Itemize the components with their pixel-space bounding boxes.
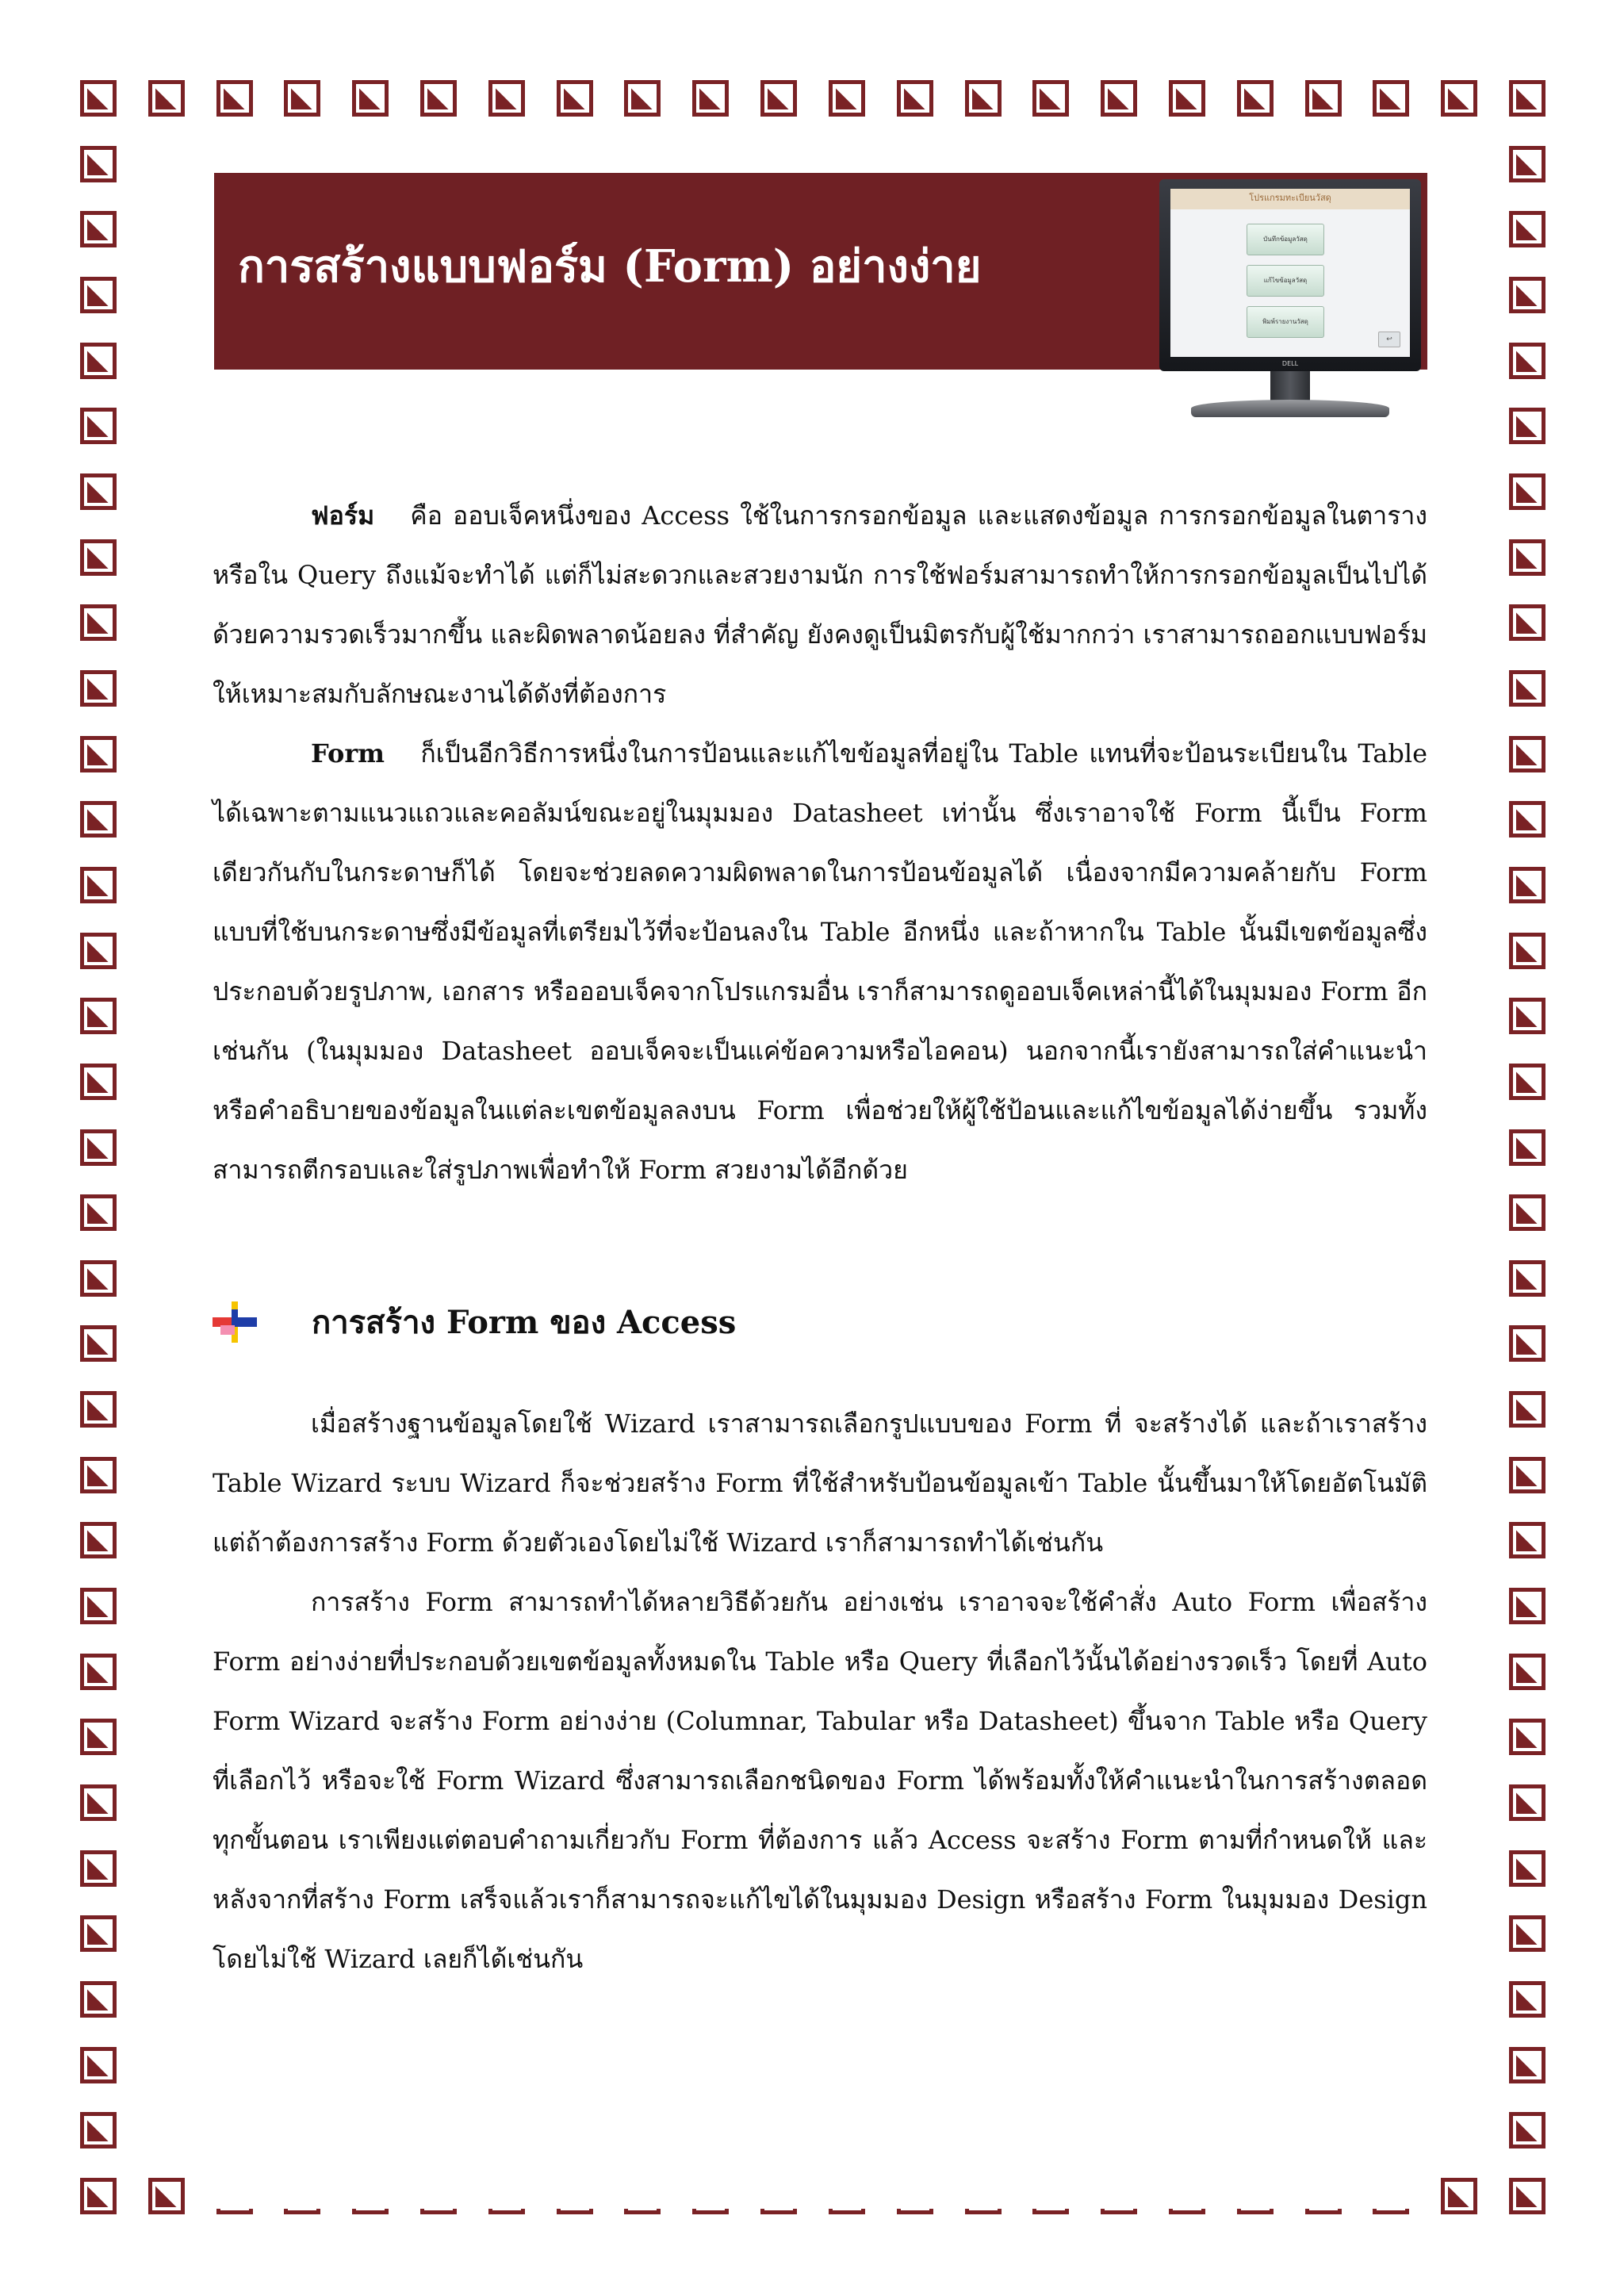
page-title: การสร้างแบบฟอร์ม (Form) อย่างง่าย <box>238 240 982 293</box>
border-tile-icon <box>80 1260 117 1297</box>
border-tile-icon <box>1509 867 1545 903</box>
monitor-stand <box>1270 371 1310 401</box>
border-tile-icon <box>80 1064 117 1100</box>
intro-lead-form: ฟอร์ม <box>311 500 375 531</box>
screen-header <box>1170 189 1410 209</box>
border-tile-icon <box>1509 801 1545 838</box>
border-tile-icon <box>1509 933 1545 969</box>
border-tile-icon <box>80 1194 117 1231</box>
border-tile-icon <box>80 2112 117 2148</box>
border-tile-icon <box>1509 1981 1545 2018</box>
border-tile-icon <box>148 2178 185 2214</box>
border-tile-icon <box>80 604 117 641</box>
border-tile-icon <box>80 408 117 444</box>
border-tile-icon <box>80 736 117 772</box>
border-tile-icon <box>1509 80 1545 117</box>
border-tile-icon <box>1509 277 1545 313</box>
border-tile-icon <box>1509 211 1545 247</box>
border-tile-icon <box>488 80 525 117</box>
border-tile-icon <box>1509 1064 1545 1100</box>
border-tile-icon <box>1509 998 1545 1034</box>
border-tile-icon <box>80 1850 117 1887</box>
border-tile-icon <box>80 539 117 576</box>
border-tile-icon <box>80 1981 117 2018</box>
border-tile-icon <box>80 343 117 379</box>
monitor-brand: DELL <box>1281 360 1299 367</box>
section-paragraph-2: การสร้าง Form สามารถทำได้หลายวิธีด้วยกัน อย่างเช่น เราอาจจะใช้คำสั่ง Auto Form เพื่อสร้าง Form อย่างง่ายที่ประกอบด้วยเขตข้อมูลทั้งหมดใน Table หรือ Query ที่เลือกไว้นั้นได้อย่างรวดเร็ว โดยที่ Auto Form Wizard จะสร้าง Form อย่างง่าย (Columnar, Tabular หรือ Datasheet) ขึ้นจาก Table หรือ Query ที่เลือกไว้ หรือจะใช้ Form Wizard ซึ่งสามารถเลือกชนิดของ Form ได้พร้อมทั้งให้คำแนะนำในการสร้างตลอดทุกขั้นตอน เราเพียงแต่ตอบคำถามเกี่ยวกับ Form ที่ต้องการ แล้ว Access จะสร้าง Form ตามที่กำหนดให้ และหลังจากที่สร้าง Form เสร็จแล้วเราก็สามารถจะแก้ไขได้ในมุมมอง Design หรือสร้าง Form ในมุมมอง Design โดยไม่ใช้ Wizard เลยก็ได้เช่นกัน <box>213 1587 1428 1974</box>
border-tile-icon <box>1509 146 1545 182</box>
intro-lead-form-2: Form <box>311 738 385 769</box>
border-tile-icon <box>1509 1915 1545 1952</box>
border-tile-icon <box>80 1654 117 1690</box>
monitor-illustration <box>1159 179 1429 433</box>
border-tile-icon <box>1305 80 1342 117</box>
border-tile-icon <box>1509 670 1545 707</box>
border-tile-icon <box>557 80 593 117</box>
screen-button-edit: แก้ไขข้อมูลวัสดุ <box>1247 265 1324 297</box>
screen-title: โปรแกรมทะเบียนวัสดุ <box>1249 193 1331 203</box>
border-tile-icon <box>80 473 117 510</box>
border-tile-icon <box>80 2047 117 2083</box>
border-tile-icon <box>692 80 729 117</box>
border-tile-icon <box>1373 80 1409 117</box>
border-tile-icon <box>80 998 117 1034</box>
monitor-screen <box>1170 189 1410 357</box>
border-tile-icon <box>80 933 117 969</box>
border-tile-icon <box>965 80 1002 117</box>
monitor-base <box>1191 400 1389 417</box>
border-tile-icon <box>148 80 185 117</box>
border-tile-icon <box>1509 1129 1545 1166</box>
border-tile-icon <box>284 80 320 117</box>
border-tile-icon <box>1509 604 1545 641</box>
border-tile-icon <box>1237 80 1274 117</box>
border-tile-icon <box>80 1719 117 1755</box>
section-paragraph-1: เมื่อสร้างฐานข้อมูลโดยใช้ Wizard เราสามารถเลือกรูปแบบของ Form ที่ จะสร้างได้ และถ้าเราสร้าง Table Wizard ระบบ Wizard ก็จะช่วยสร้าง Form ที่ใช้สำหรับป้อนข้อมูลเข้า Table นั้นขึ้นมาให้โดยอัตโนมัติแต่ถ้าต้องการสร้าง Form ด้วยตัวเองโดยไม่ใช้ Wizard เราก็สามารถทำได้เช่นกัน <box>213 1409 1427 1558</box>
border-tile-icon <box>1509 343 1545 379</box>
border-tile-icon <box>1441 80 1477 117</box>
border-tile-icon <box>80 146 117 182</box>
border-tile-icon <box>80 1784 117 1821</box>
border-tile-icon <box>1509 736 1545 772</box>
border-tile-icon <box>1509 1654 1545 1690</box>
border-tile-icon <box>80 1915 117 1952</box>
border-tile-icon <box>80 211 117 247</box>
screen-button-print: พิมพ์รายงานวัสดุ <box>1247 306 1324 338</box>
border-tile-icon <box>760 80 797 117</box>
border-tile-icon <box>1509 1457 1545 1493</box>
border-tile-icon <box>897 80 933 117</box>
intro-text-2: ก็เป็นอีกวิธีการหนึ่งในการป้อนและแก้ไขข้อมูลที่อยู่ใน Table แทนที่จะป้อนระเบียนใน Table ได้เฉพาะตามแนวแถวและคอลัมน์ขณะอยู่ในมุมมอง Datasheet เท่านั้น ซึ่งเราอาจใช้ Form นี้เป็น Form เดียวกันกับในกระดาษก็ได้ โดยจะช่วยลดความผิดพลาดในการป้อนข้อมูลได้ เนื่องจากมีความคล้ายกับ Form แบบที่ใช้บนกระดาษซึ่งมีข้อมูลที่เตรียมไว้ที่จะป้อนลงใน Table อีกหนึ่ง และถ้าหากใน Table นั้นมีเขตข้อมูลซึ่งประกอบด้วยรูปภาพ, เอกสาร หรือออบเจ็คจากโปรแกรมอื่น เราก็สามารถดูออบเจ็คเหล่านี้ได้ในมุมมอง Form อีกเช่นกัน (ในมุมมอง Datasheet ออบเจ็คจะเป็นแค่ข้อความหรือไอคอน) นอกจากนี้เรายังสามารถใส่คำแนะนำหรือคำอธิบายของข้อมูลในแต่ละเขตข้อมูลลงบน Form เพื่อช่วยให้ผู้ใช้ป้อนและแก้ไขข้อมูลได้ง่ายขึ้น รวมทั้งสามารถตีกรอบและใส่รูปภาพเพื่อทำให้ Form สวยงามได้อีกด้วย <box>213 738 1428 1185</box>
border-tile-icon <box>1509 2178 1545 2214</box>
border-tile-icon <box>80 277 117 313</box>
border-tile-icon <box>352 80 389 117</box>
intro-text-1: คือ ออบเจ็คหนึ่งของ Access ใช้ในการกรอกข้อมูล และแสดงข้อมูล การกรอกข้อมูลในตารางหรือใน Query ถึงแม้จะทำได้ แต่ก็ไม่สะดวกและสวยงามนัก การใช้ฟอร์มสามารถทำให้การกรอกข้อมูลเป็นไปได้ด้วยความรวดเร็วมากขึ้น และผิดพลาดน้อยลง ที่สำคัญ ยังคงดูเป็นมิตรกับผู้ใช้มากกว่า เราสามารถออกแบบฟอร์มให้เหมาะสมกับลักษณะงานได้ดังที่ต้องการ <box>213 500 1428 709</box>
border-tile-icon <box>1032 80 1069 117</box>
intro-paragraph-1 <box>213 486 1427 724</box>
border-tile-icon <box>1169 80 1205 117</box>
border-tile-icon <box>80 80 117 117</box>
border-tile-icon <box>1509 539 1545 576</box>
border-tile-icon <box>829 80 865 117</box>
border-tile-icon <box>1509 2047 1545 2083</box>
border-tile-icon <box>1509 1260 1545 1297</box>
border-tile-icon <box>1509 1784 1545 1821</box>
border-tile-icon <box>80 1588 117 1624</box>
bullet-square-icon <box>213 1301 257 1343</box>
exit-icon: ↩ <box>1378 332 1400 347</box>
monitor-bezel <box>1159 179 1421 371</box>
border-tile-icon <box>80 1129 117 1166</box>
screen-button-add: บันทึกข้อมูลวัสดุ <box>1247 224 1324 255</box>
border-tile-icon <box>1509 2112 1545 2148</box>
border-tile-icon <box>420 80 457 117</box>
border-tile-icon <box>80 1325 117 1362</box>
border-tile-icon <box>216 80 253 117</box>
border-tile-icon <box>80 801 117 838</box>
border-tile-icon <box>624 80 661 117</box>
border-tile-icon <box>1509 1719 1545 1755</box>
border-tile-icon <box>1509 1522 1545 1558</box>
border-tile-icon <box>1509 473 1545 510</box>
section-heading: การสร้าง Form ของ Access <box>312 1304 737 1341</box>
border-tile-icon <box>1509 1588 1545 1624</box>
border-tile-icon <box>1509 1850 1545 1887</box>
border-tile-icon <box>1441 2178 1477 2214</box>
border-tile-icon <box>80 670 117 707</box>
border-tile-icon <box>1509 1391 1545 1428</box>
border-tile-icon <box>80 2178 117 2214</box>
intro-paragraph-2 <box>213 724 1427 1200</box>
border-tile-icon <box>1509 1194 1545 1231</box>
border-tile-icon <box>80 1391 117 1428</box>
border-tile-icon <box>80 1522 117 1558</box>
border-tile-icon <box>1101 80 1137 117</box>
border-tile-icon <box>1509 408 1545 444</box>
border-tile-icon <box>1509 1325 1545 1362</box>
border-tile-icon <box>80 867 117 903</box>
border-tile-icon <box>80 1457 117 1493</box>
